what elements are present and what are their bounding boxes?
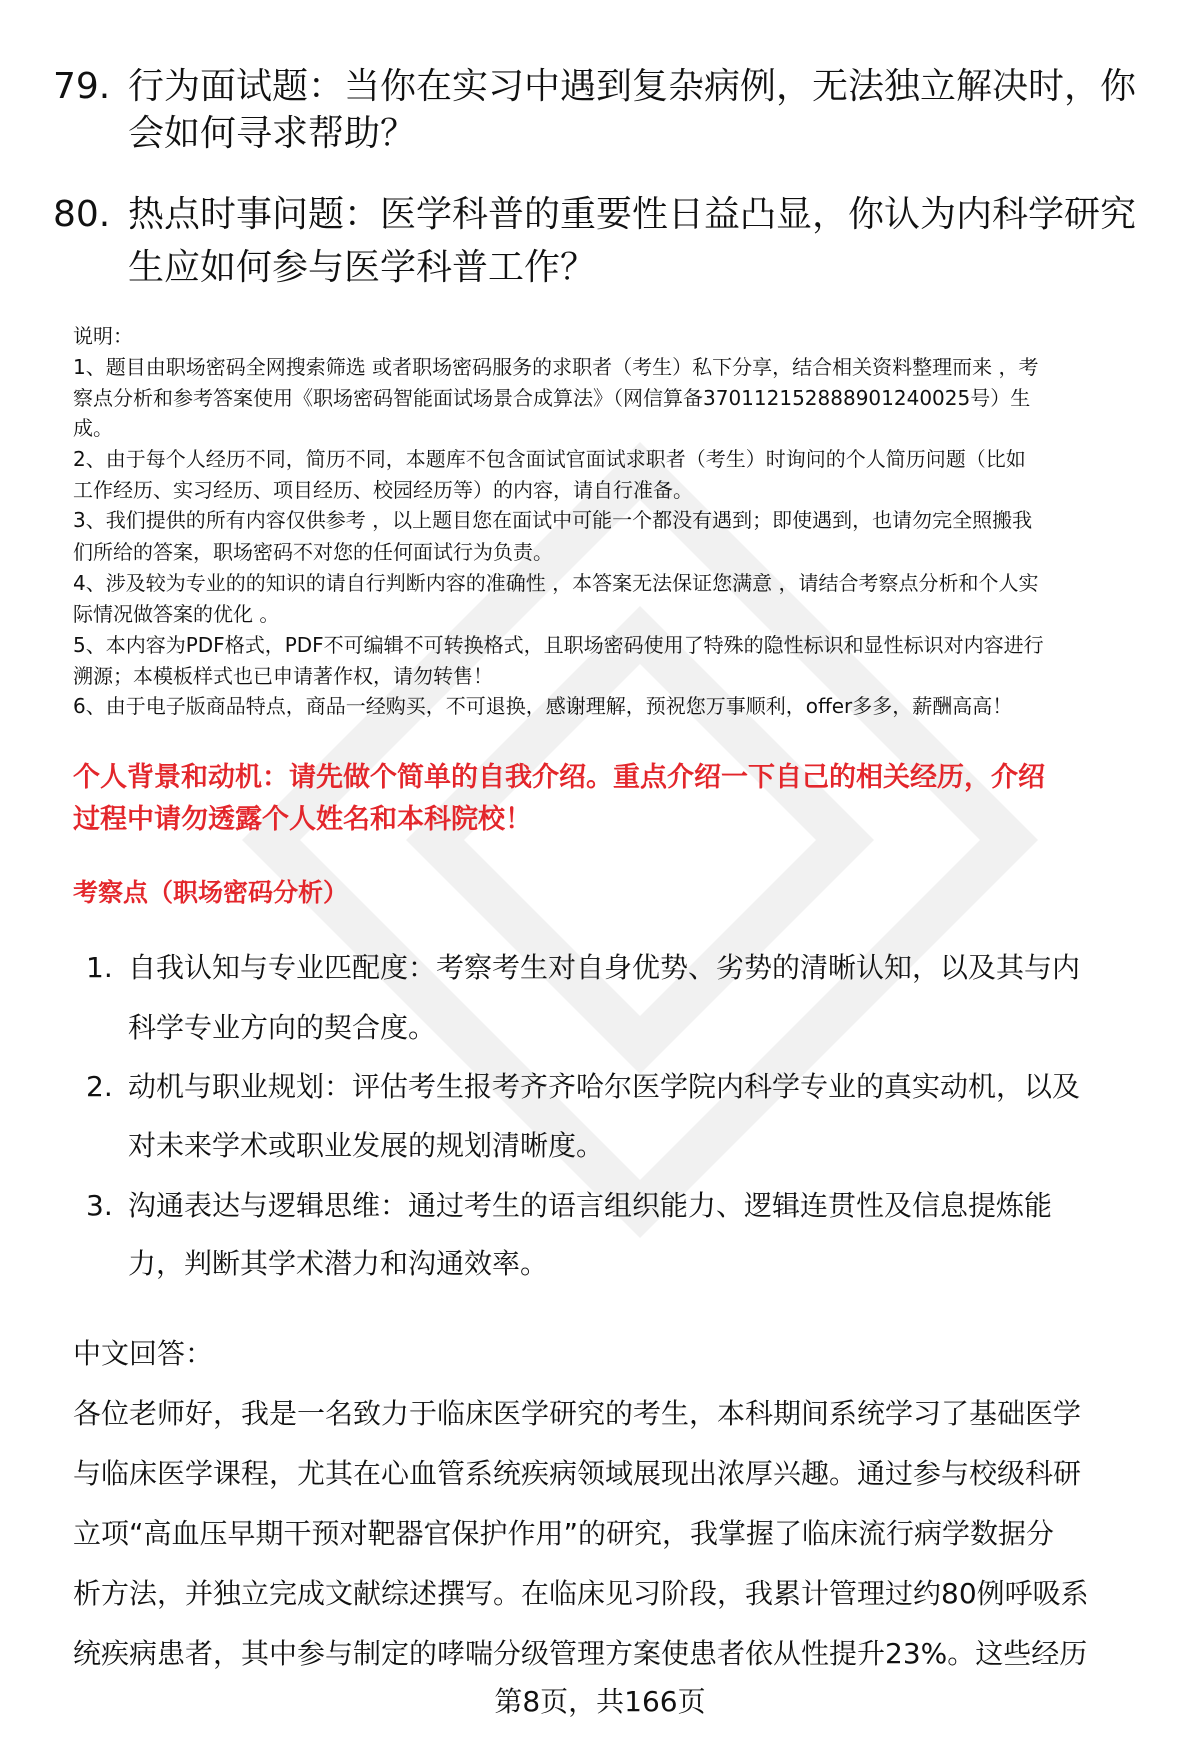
section-title: 过程中请勿透露个人姓名和本科院校！ [73, 804, 532, 835]
list-item-line: 科学专业方向的契合度。 [128, 1011, 437, 1044]
note-line: 工作经历、实习经历、项目经历、校园经历等）的内容，请自行准备。 [73, 478, 693, 502]
note-line: 3、我们提供的所有内容仅供参考 ，以上题目您在面试中可能一个都没有遇到；即使遇到，也请勿完全照搬我 [73, 508, 1033, 532]
note-line: 察点分析和参考答案使用《职场密码智能面试场景合成算法》（网信算备370112152888901240025号）生 [73, 386, 1031, 410]
list-item-line: 自我认知与专业匹配度：考察考生对自身优势、劣势的清晰认知，以及其与内 [128, 951, 1081, 984]
question-text-line: 行为面试题：当你在实习中遇到复杂病例，无法独立解决时，你 [128, 66, 1137, 107]
note-line: 1、题目由职场密码全网搜索筛选 或者职场密码服务的求职者（考生）私下分享，结合相关资料整理而来 ，考 [73, 355, 1039, 379]
note-line: 6、由于电子版商品特点，商品一经购买，不可退换，感谢理解，预祝您万事顺利，offer多多，薪酬高高！ [73, 694, 1013, 718]
note-line: 5、本内容为PDF格式，PDF不可编辑不可转换格式，且职场密码使用了特殊的隐性标识和显性标识对内容进行 [73, 633, 1044, 657]
list-item-line: 沟通表达与逻辑思维：通过考生的语言组织能力、逻辑连贯性及信息提炼能 [128, 1189, 1053, 1222]
list-item-line: 对未来学术或职业发展的规划清晰度。 [128, 1129, 605, 1162]
list-number: 3. [86, 1189, 113, 1222]
note-line: 2、由于每个人经历不同，简历不同，本题库不包含面试官面试求职者（考生）时询问的个人简历问题（比如 [73, 447, 1026, 471]
question-text-line: 生应如何参与医学科普工作？ [128, 247, 597, 288]
answer-line: 各位老师好，我是一名致力于临床医学研究的考生，本科期间系统学习了基础医学 [73, 1397, 1082, 1430]
note-line: 们所给的答案，职场密码不对您的任何面试行为负责。 [73, 540, 553, 564]
question-number: 80. [53, 194, 111, 235]
answer-line: 统疾病患者，其中参与制定的哮喘分级管理方案使患者依从性提升23%。这些经历 [73, 1637, 1088, 1670]
section-title: 个人背景和动机：请先做个简单的自我介绍。重点介绍一下自己的相关经历，介绍 [73, 762, 1045, 793]
note-line: 成。 [73, 416, 113, 440]
answer-label: 中文回答： [73, 1337, 214, 1370]
note-line: 溯源；本模板样式也已申请著作权，请勿转售！ [73, 664, 493, 688]
note-line: 4、涉及较为专业的的知识的请自行判断内容的准确性 ，本答案无法保证您满意 ，请结合考察点分析和个人实 [73, 571, 1039, 595]
question-text-line: 会如何寻求帮助？ [128, 113, 417, 154]
list-number: 2. [86, 1070, 113, 1103]
analysis-title: 考察点（职场密码分析） [73, 878, 349, 907]
page-footer: 第8页，共166页 [494, 1685, 706, 1718]
note-line: 说明： [73, 324, 133, 348]
question-number: 79. [53, 66, 111, 107]
answer-line: 析方法，并独立完成文献综述撰写。在临床见习阶段，我累计管理过约80例呼吸系 [73, 1577, 1089, 1610]
question-text-line: 热点时事问题：医学科普的重要性日益凸显，你认为内科学研究 [128, 194, 1137, 235]
note-line: 际情况做答案的优化 。 [73, 602, 280, 626]
answer-line: 与临床医学课程，尤其在心血管系统疾病领域展现出浓厚兴趣。通过参与校级科研 [73, 1457, 1082, 1490]
list-number: 1. [86, 951, 113, 984]
list-item-line: 力，判断其学术潜力和沟通效率。 [128, 1247, 549, 1280]
list-item-line: 动机与职业规划：评估考生报考齐齐哈尔医学院内科学专业的真实动机，以及 [128, 1070, 1081, 1103]
answer-line: 立项“高血压早期干预对靶器官保护作用”的研究，我掌握了临床流行病学数据分 [73, 1517, 1055, 1550]
